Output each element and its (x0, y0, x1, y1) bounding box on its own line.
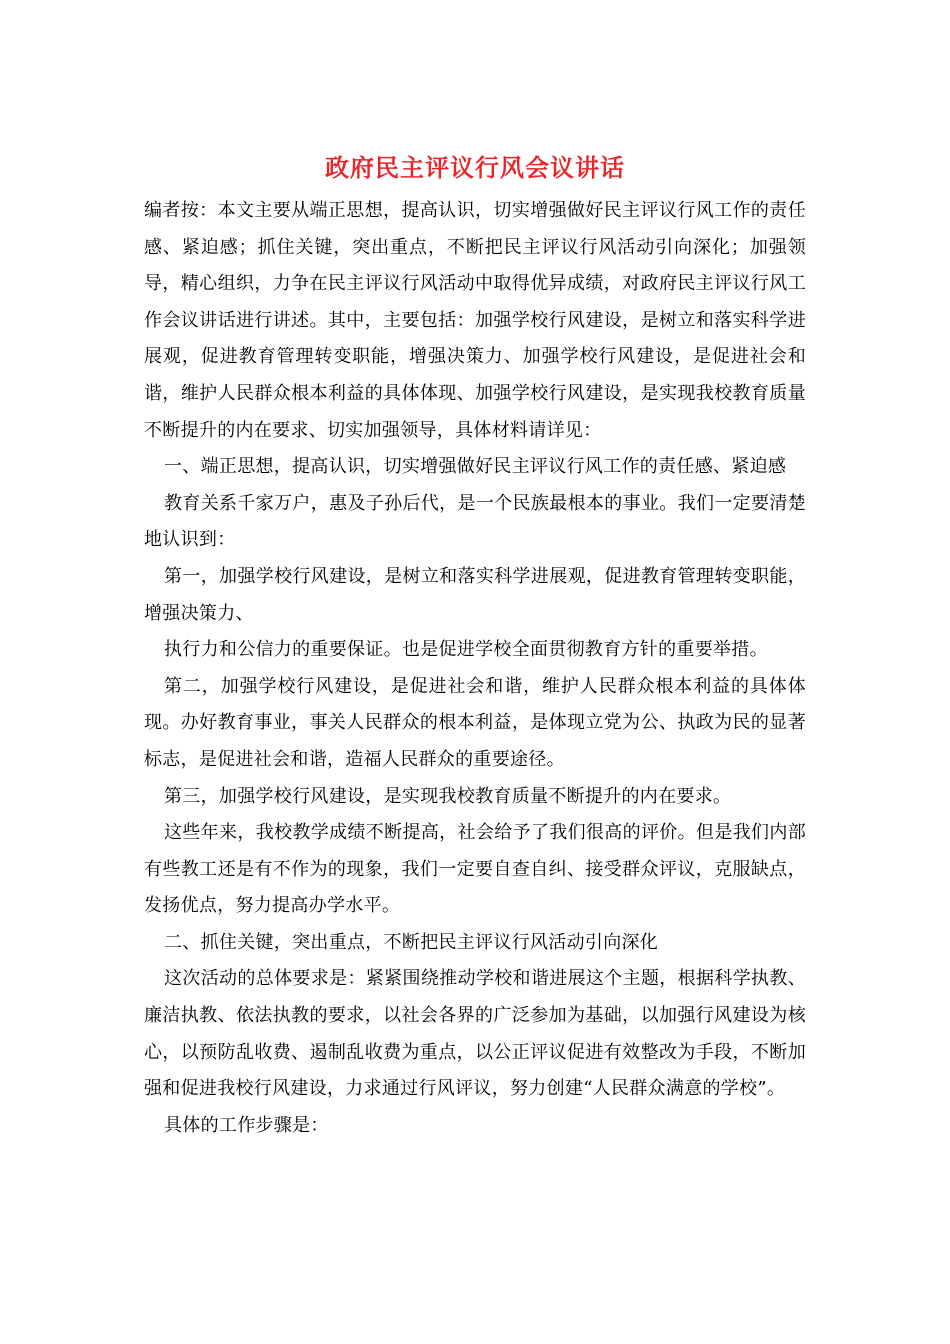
section-heading-1: 一、端正思想，提高认识，切实增强做好民主评议行风工作的责任感、紧迫感 (164, 456, 787, 478)
body-paragraph: 这次活动的总体要求是：紧紧围绕推动学校和谐进展这个主题，根据科学执教、廉洁执教、依法执教的要求，以社会各界的广泛参加为基础，以加强行风建设为核心，以预防乱收费、遏制乱收费为重点，以公正评议促进有效整改为手段，不断加强和促进我校行风建设，力求通过行风评议，努力创建“人民群众满意的学校”。 (144, 968, 806, 1100)
body-paragraph: 具体的工作步骤是： (164, 1114, 329, 1136)
body-paragraph: 这些年来，我校教学成绩不断提高，社会给予了我们很高的评价。但是我们内部有些教工还是有不作为的现象，我们一定要自查自纠、接受群众评议，克服缺点，发扬优点，努力提高办学水平。 (144, 822, 806, 917)
point-second-paragraph: 第二，加强学校行风建设，是促进社会和谐，维护人民群众根本利益的具体体现。办好教育事业，事关人民群众的根本利益，是体现立党为公、执政为民的显著标志，是促进社会和谐，造福人民群众的重要途径。 (144, 675, 806, 770)
body-paragraph: 教育关系千家万户，惠及子孙后代，是一个民族最根本的事业。我们一定要清楚地认识到： (144, 492, 806, 551)
section-heading-2: 二、抓住关键，突出重点，不断把民主评议行风活动引向深化 (164, 931, 659, 953)
editor-note-paragraph: 编者按：本文主要从端正思想，提高认识，切实增强做好民主评议行风工作的责任感、紧迫感；抓住关键，突出重点，不断把民主评议行风活动引向深化；加强领导，精心组织，力争在民主评议行风活动中取得优异成绩，对政府民主评议行风工作会议讲话进行讲述。其中，主要包括：加强学校行风建设，是树立和落实科学进展观，促进教育管理转变职能，增强决策力、加强学校行风建设，是促进社会和谐，维护人民群众根本利益的具体体现、加强学校行风建设，是实现我校教育质量不断提升的内在要求、切实加强领导，具体材料请详见： (144, 200, 806, 441)
point-third-paragraph: 第三，加强学校行风建设，是实现我校教育质量不断提升的内在要求。 (164, 785, 732, 807)
point-first-paragraph: 第一，加强学校行风建设，是树立和落实科学进展观，促进教育管理转变职能，增强决策力、 (144, 565, 806, 624)
document-title: 政府民主评议行风会议讲话 (325, 153, 625, 182)
point-first-continuation: 执行力和公信力的重要保证。也是促进学校全面贯彻教育方针的重要举措。 (164, 639, 768, 661)
document-body (144, 193, 806, 1144)
